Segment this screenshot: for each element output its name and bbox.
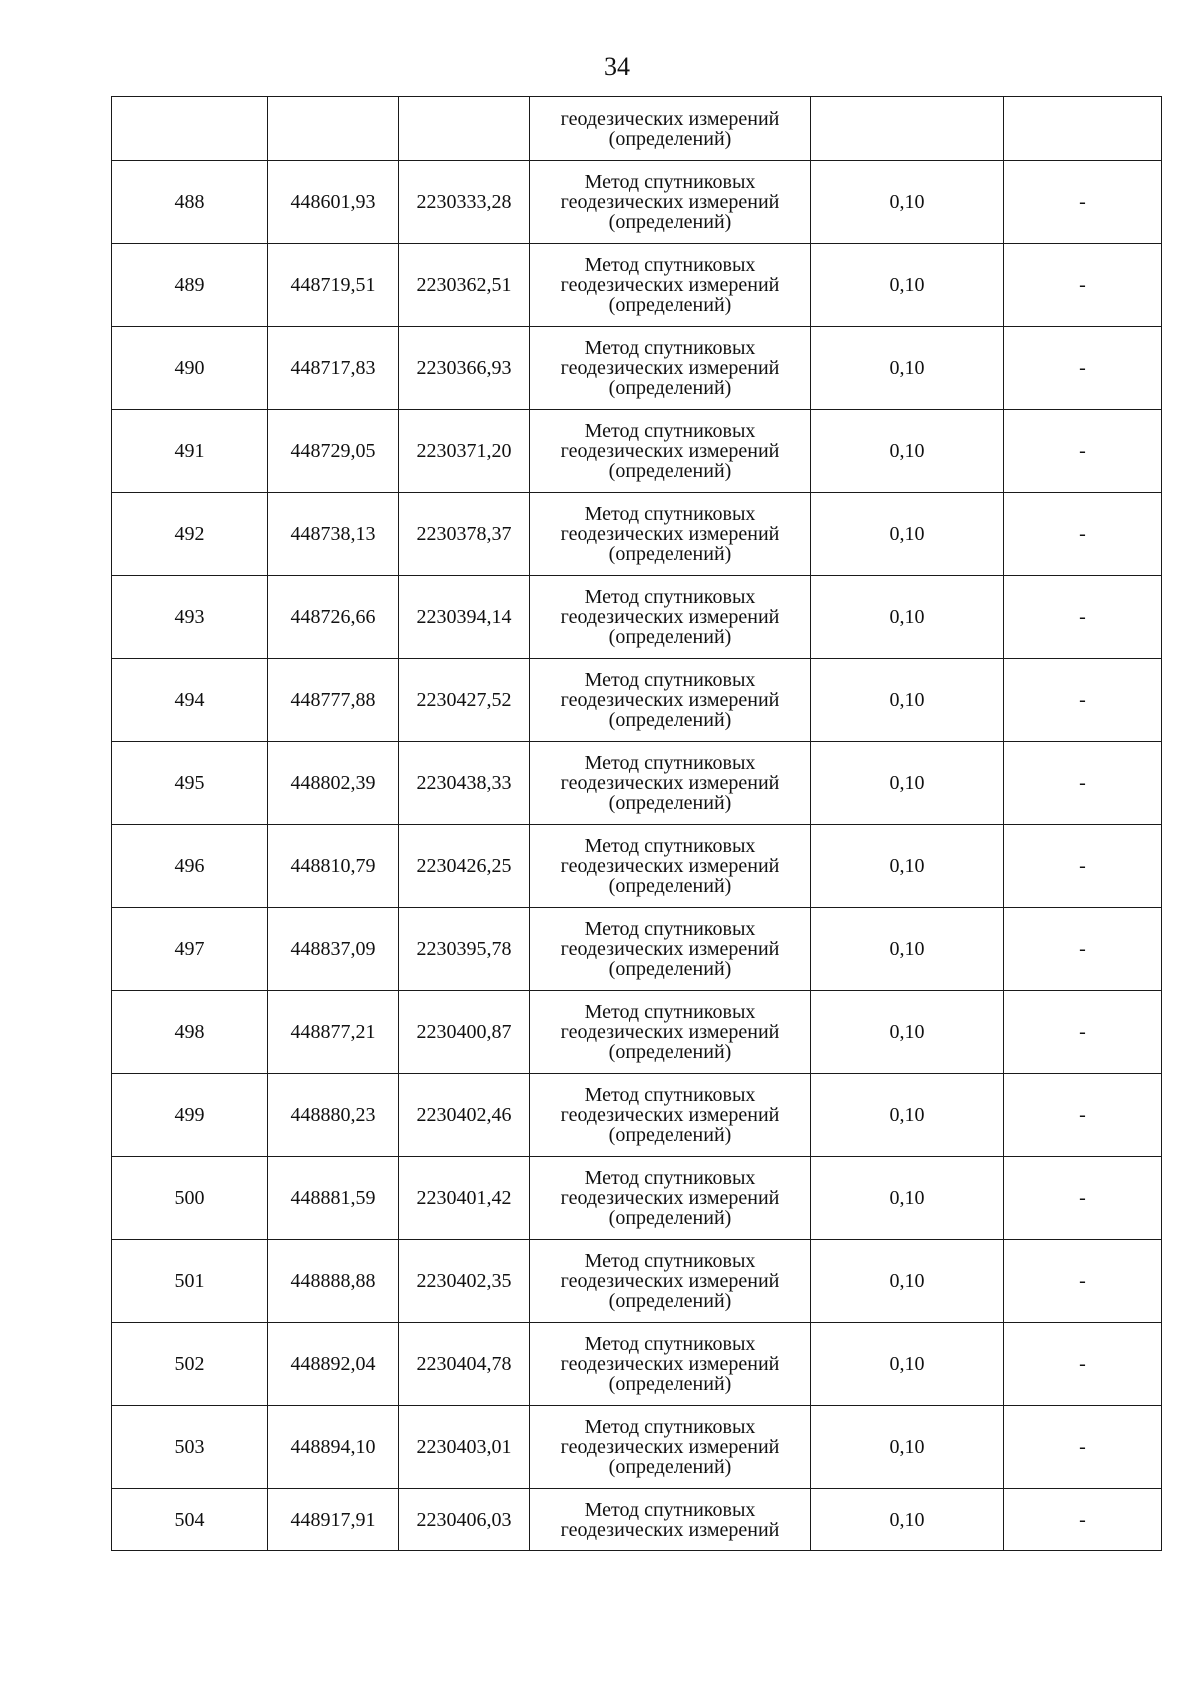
cell-note: -: [1004, 1323, 1162, 1406]
method-line: (определений): [608, 211, 732, 233]
cell-y: [399, 97, 530, 161]
method-line: геодезических измерений: [560, 606, 780, 628]
method-line: (определений): [608, 875, 732, 897]
cell-accuracy: 0,10: [811, 1323, 1004, 1406]
cell-method: [530, 244, 811, 327]
table-row: [112, 244, 1162, 327]
table-row: [112, 1489, 1162, 1551]
cell-y: 2230438,33: [399, 742, 530, 825]
table-row: [112, 493, 1162, 576]
cell-method: [530, 1240, 811, 1323]
method-line: геодезических измерений: [560, 689, 780, 711]
cell-method: [530, 576, 811, 659]
method-line: Метод спутниковых: [584, 1498, 756, 1521]
method-line: (определений): [608, 792, 732, 814]
method-line: геодезических измерений: [560, 772, 780, 794]
cell-method: [530, 493, 811, 576]
cell-note: -: [1004, 493, 1162, 576]
table-row: [112, 1323, 1162, 1406]
cell-point: 503: [112, 1406, 268, 1489]
cell-point: 491: [112, 410, 268, 493]
method-line: (определений): [608, 626, 732, 648]
cell-accuracy: 0,10: [811, 908, 1004, 991]
table-row: [112, 327, 1162, 410]
cell-point: 498: [112, 991, 268, 1074]
method-line: Метод спутниковых: [584, 835, 756, 857]
cell-note: -: [1004, 327, 1162, 410]
cell-accuracy: 0,10: [811, 576, 1004, 659]
cell-note: [1004, 97, 1162, 161]
method-line: геодезических измерений: [560, 1104, 780, 1126]
cell-y: 2230403,01: [399, 1406, 530, 1489]
cell-point: 499: [112, 1074, 268, 1157]
cell-method: [530, 327, 811, 410]
method-line: (определений): [608, 377, 732, 399]
method-line: (определений): [608, 460, 732, 482]
cell-accuracy: [811, 97, 1004, 161]
cell-y: 2230333,28: [399, 161, 530, 244]
table-row: [112, 825, 1162, 908]
table-row: [112, 410, 1162, 493]
cell-y: 2230406,03: [399, 1489, 530, 1551]
cell-method: [530, 1074, 811, 1157]
method-line: (определений): [608, 294, 732, 316]
cell-x: 448880,23: [268, 1074, 399, 1157]
coordinates-table: [111, 96, 1162, 1551]
method-line: Метод спутниковых: [584, 420, 756, 442]
method-line: (определений): [608, 1290, 732, 1312]
cell-point: 493: [112, 576, 268, 659]
cell-point: 501: [112, 1240, 268, 1323]
method-line: геодезических измерений: [560, 274, 780, 296]
method-line: геодезических измерений: [560, 1436, 780, 1458]
cell-x: 448917,91: [268, 1489, 399, 1551]
cell-method: [530, 1406, 811, 1489]
cell-x: 448738,13: [268, 493, 399, 576]
cell-point: 504: [112, 1489, 268, 1551]
cell-note: -: [1004, 1240, 1162, 1323]
cell-method: [530, 742, 811, 825]
cell-x: 448881,59: [268, 1157, 399, 1240]
cell-point: 494: [112, 659, 268, 742]
cell-method: [530, 410, 811, 493]
cell-point: 488: [112, 161, 268, 244]
table-row: [112, 161, 1162, 244]
cell-accuracy: 0,10: [811, 1489, 1004, 1551]
cell-point: 495: [112, 742, 268, 825]
table-row: [112, 576, 1162, 659]
cell-x: 448837,09: [268, 908, 399, 991]
cell-note: -: [1004, 410, 1162, 493]
cell-point: 500: [112, 1157, 268, 1240]
method-line: Метод спутниковых: [584, 918, 756, 940]
cell-method: [530, 1489, 811, 1551]
cell-accuracy: 0,10: [811, 161, 1004, 244]
cell-y: 2230378,37: [399, 493, 530, 576]
method-line: геодезических измерений: [560, 357, 780, 379]
cell-method: [530, 825, 811, 908]
cell-x: 448877,21: [268, 991, 399, 1074]
method-line: Метод спутниковых: [584, 1167, 756, 1189]
method-line: Метод спутниковых: [584, 254, 756, 276]
cell-method: [530, 97, 811, 161]
method-line: геодезических измерений: [560, 1021, 780, 1043]
cell-note: -: [1004, 1157, 1162, 1240]
cell-x: 448777,88: [268, 659, 399, 742]
cell-x: 448719,51: [268, 244, 399, 327]
table-row: [112, 1157, 1162, 1240]
table-row: [112, 1240, 1162, 1323]
method-line: Метод спутниковых: [584, 171, 756, 193]
method-line: (определений): [608, 958, 732, 980]
method-line: (определений): [608, 1041, 732, 1063]
method-line: Метод спутниковых: [584, 752, 756, 774]
cell-point: 502: [112, 1323, 268, 1406]
cell-y: 2230371,20: [399, 410, 530, 493]
cell-y: 2230426,25: [399, 825, 530, 908]
table-row-continuation: [112, 97, 1162, 161]
cell-y: 2230401,42: [399, 1157, 530, 1240]
cell-x: 448810,79: [268, 825, 399, 908]
cell-x: 448601,93: [268, 161, 399, 244]
cell-accuracy: 0,10: [811, 991, 1004, 1074]
cell-accuracy: 0,10: [811, 825, 1004, 908]
cell-method: [530, 1157, 811, 1240]
method-line: геодезических измерений: [560, 107, 780, 130]
method-line: Метод спутниковых: [584, 1084, 756, 1106]
page-number: 34: [604, 52, 630, 81]
cell-note: -: [1004, 659, 1162, 742]
cell-point: 497: [112, 908, 268, 991]
cell-y: 2230362,51: [399, 244, 530, 327]
table-row: [112, 1074, 1162, 1157]
cell-accuracy: 0,10: [811, 1406, 1004, 1489]
cell-y: 2230404,78: [399, 1323, 530, 1406]
method-line: Метод спутниковых: [584, 1001, 756, 1023]
cell-point: 490: [112, 327, 268, 410]
method-line: геодезических измерений: [560, 1187, 780, 1209]
cell-point: 496: [112, 825, 268, 908]
method-line: геодезических измерений: [560, 191, 780, 213]
cell-point: 492: [112, 493, 268, 576]
cell-accuracy: 0,10: [811, 493, 1004, 576]
cell-x: 448726,66: [268, 576, 399, 659]
cell-note: -: [1004, 161, 1162, 244]
cell-note: -: [1004, 825, 1162, 908]
cell-x: 448802,39: [268, 742, 399, 825]
cell-accuracy: 0,10: [811, 1157, 1004, 1240]
method-line: Метод спутниковых: [584, 337, 756, 359]
table-row: [112, 659, 1162, 742]
cell-x: 448888,88: [268, 1240, 399, 1323]
method-line: (определений): [608, 127, 732, 150]
method-line: геодезических измерений: [560, 1353, 780, 1375]
method-line: Метод спутниковых: [584, 1416, 756, 1438]
method-line: Метод спутниковых: [584, 669, 756, 691]
cell-x: 448729,05: [268, 410, 399, 493]
cell-y: 2230394,14: [399, 576, 530, 659]
method-line: геодезических измерений: [560, 938, 780, 960]
cell-accuracy: 0,10: [811, 410, 1004, 493]
method-line: геодезических измерений: [560, 1518, 780, 1541]
cell-accuracy: 0,10: [811, 327, 1004, 410]
cell-note: -: [1004, 1489, 1162, 1551]
cell-y: 2230395,78: [399, 908, 530, 991]
table-body: [112, 97, 1162, 1551]
method-line: Метод спутниковых: [584, 1333, 756, 1355]
cell-y: 2230366,93: [399, 327, 530, 410]
method-line: (определений): [608, 1373, 732, 1395]
cell-x: 448717,83: [268, 327, 399, 410]
cell-note: -: [1004, 576, 1162, 659]
cell-y: 2230402,35: [399, 1240, 530, 1323]
cell-note: -: [1004, 1406, 1162, 1489]
cell-x: [268, 97, 399, 161]
cell-note: -: [1004, 908, 1162, 991]
cell-x: 448894,10: [268, 1406, 399, 1489]
cell-accuracy: 0,10: [811, 1240, 1004, 1323]
table-row: [112, 1406, 1162, 1489]
cell-y: 2230400,87: [399, 991, 530, 1074]
cell-y: 2230402,46: [399, 1074, 530, 1157]
method-line: (определений): [608, 1456, 732, 1478]
cell-method: [530, 908, 811, 991]
cell-accuracy: 0,10: [811, 742, 1004, 825]
method-line: (определений): [608, 1124, 732, 1146]
cell-point: [112, 97, 268, 161]
cell-note: -: [1004, 1074, 1162, 1157]
cell-accuracy: 0,10: [811, 659, 1004, 742]
cell-point: 489: [112, 244, 268, 327]
table-row: [112, 908, 1162, 991]
method-line: геодезических измерений: [560, 855, 780, 877]
table-row: [112, 991, 1162, 1074]
cell-y: 2230427,52: [399, 659, 530, 742]
method-line: геодезических измерений: [560, 523, 780, 545]
cell-accuracy: 0,10: [811, 244, 1004, 327]
cell-method: [530, 991, 811, 1074]
cell-method: [530, 1323, 811, 1406]
table-row: [112, 742, 1162, 825]
cell-note: -: [1004, 244, 1162, 327]
method-line: Метод спутниковых: [584, 503, 756, 525]
method-line: Метод спутниковых: [584, 586, 756, 608]
cell-x: 448892,04: [268, 1323, 399, 1406]
cell-accuracy: 0,10: [811, 1074, 1004, 1157]
cell-note: -: [1004, 742, 1162, 825]
method-line: (определений): [608, 1207, 732, 1229]
method-line: Метод спутниковых: [584, 1250, 756, 1272]
cell-note: -: [1004, 991, 1162, 1074]
method-line: (определений): [608, 543, 732, 565]
method-line: геодезических измерений: [560, 440, 780, 462]
method-line: (определений): [608, 709, 732, 731]
cell-method: [530, 659, 811, 742]
method-line: геодезических измерений: [560, 1270, 780, 1292]
cell-method: [530, 161, 811, 244]
